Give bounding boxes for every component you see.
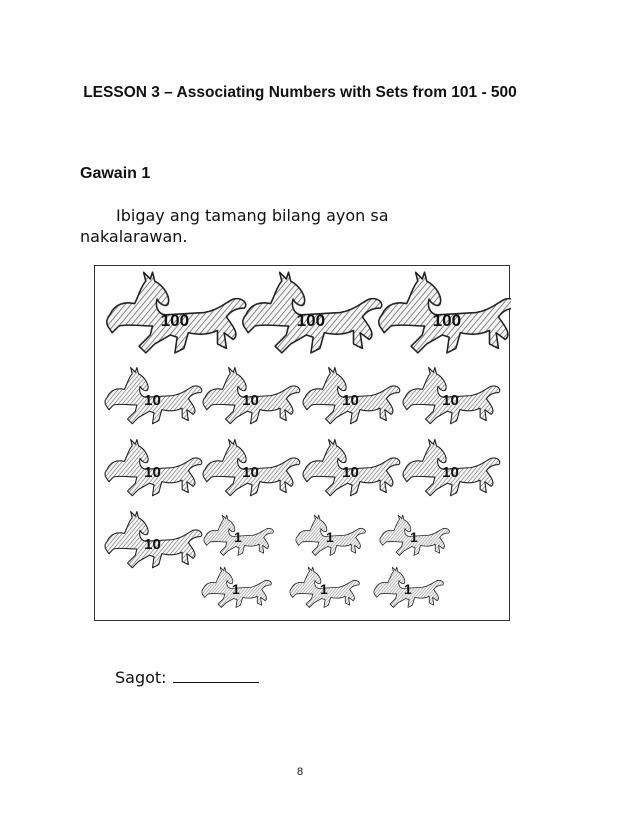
horse-10-7 [303, 440, 400, 496]
horse-picture-frame [94, 265, 510, 621]
horse-value-label: 1 [234, 529, 242, 545]
lesson-title: LESSON 3 – Associating Numbers with Sets from 101 - 500 [83, 84, 517, 101]
horse-value-label: 1 [326, 529, 334, 545]
horse-10-9 [105, 512, 202, 568]
horse-1-1 [204, 515, 273, 555]
horse-value-label: 10 [342, 392, 359, 409]
horse-value-label: 1 [320, 581, 328, 597]
horse-value-label: 100 [160, 311, 190, 330]
horse-100-2 [243, 272, 382, 353]
horse-1-6 [374, 567, 443, 607]
horse-value-label: 1 [404, 581, 412, 597]
horse-10-4 [403, 368, 500, 424]
horse-1-2 [296, 515, 365, 555]
horse-value-label: 1 [232, 581, 240, 597]
horse-layer [105, 272, 511, 607]
answer-label: Sagot: [115, 668, 167, 687]
horse-value-label: 10 [442, 464, 459, 481]
activity-title: Gawain 1 [80, 165, 151, 182]
horse-value-label: 10 [144, 392, 161, 409]
horse-1-4 [202, 567, 271, 607]
horse-10-8 [403, 440, 500, 496]
horse-value-label: 10 [342, 464, 359, 481]
horse-100-1 [107, 272, 246, 353]
page-number: 8 [296, 766, 304, 778]
horse-value-label: 100 [432, 311, 462, 330]
horse-1-5 [290, 567, 359, 607]
horse-10-5 [105, 440, 202, 496]
horse-10-2 [203, 368, 300, 424]
answer-line [115, 667, 259, 687]
horse-value-label: 100 [296, 311, 326, 330]
horse-1-3 [380, 515, 449, 555]
instruction-text: Ibigay ang tamang bilang ayon sa nakalarawan. [80, 206, 389, 246]
horse-value-label: 10 [442, 392, 459, 409]
horse-value-label: 10 [144, 536, 161, 553]
horse-picture [95, 266, 511, 622]
answer-blank[interactable] [173, 667, 259, 683]
horse-10-6 [203, 440, 300, 496]
horse-100-3 [379, 272, 511, 353]
horse-10-3 [303, 368, 400, 424]
horse-value-label: 10 [242, 464, 259, 481]
horse-value-label: 1 [410, 529, 418, 545]
horse-value-label: 10 [242, 392, 259, 409]
horse-10-1 [105, 368, 202, 424]
horse-value-label: 10 [144, 464, 161, 481]
